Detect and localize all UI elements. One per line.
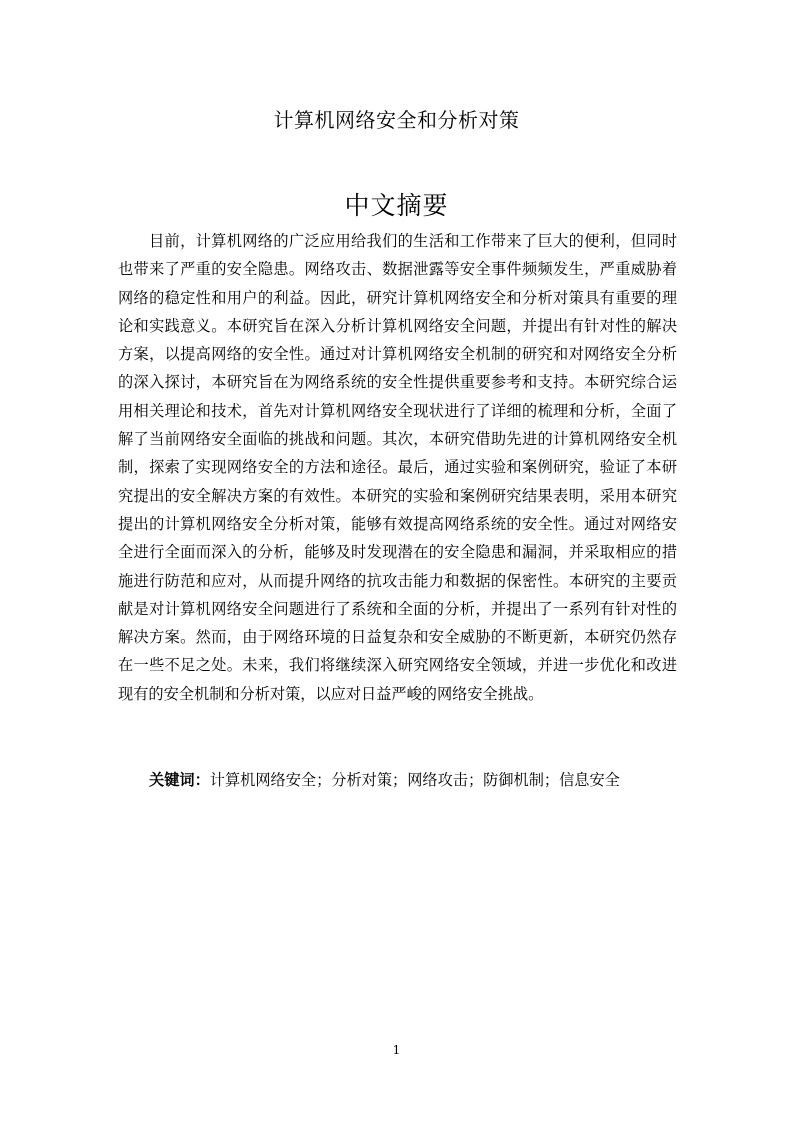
document-title: 计算机网络安全和分析对策 [273, 108, 520, 132]
abstract-paragraph: 目前，计算机网络的广泛应用给我们的生活和工作带来了巨大的便利，但同时也带来了严重的安全隐患。网络攻击、数据泄露等安全事件频频发生，严重威胁着网络的稳定性和用户的利益。因此，研究计算机网络安全和分析对策具有重要的理论和实践意义。本研究旨在深入分析计算机网络安全问题，并提出有针对性的解决方案，以提高网络的安全性。通过对计算机网络安全机制的研究和对网络安全分析的深入探讨，本研究旨在为网络系统的安全性提供重要参考和支持。本研究综合运用相关理论和技术，首先对计算机网络安全现状进行了详细的梳理和分析，全面了解了当前网络安全面临的挑战和问题。其次，本研究借助先进的计算机网络安全机制，探索了实现网络安全的方法和途径。最后，通过实验和案例研究，验证了本研究提出的安全解决方案的有效性。本研究的实验和案例研究结果表明，采用本研究提出的计算机网络安全分析对策，能够有效提高网络系统的安全性。通过对网络安全进行全面而深入的分析，能够及时发现潜在的安全隐患和漏洞，并采取相应的措施进行防范和应对，从而提升网络的抗攻击能力和数据的保密性。本研究的主要贡献是对计算机网络安全问题进行了系统和全面的分析，并提出了一系列有针对性的解决方案。然而，由于网络环境的日益复杂和安全威胁的不断更新，本研究仍然存在一些不足之处。未来，我们将继续深入研究网络安全领域，并进一步优化和改进现有的安全机制和分析对策，以应对日益严峻的网络安全挑战。 [118, 232, 677, 703]
keywords-label: 关键词： [149, 771, 210, 789]
keywords-line [149, 766, 689, 794]
abstract-heading: 中文摘要 [344, 191, 449, 220]
keywords-list: 计算机网络安全；分析对策；网络攻击；防御机制；信息安全 [209, 771, 620, 789]
page-number: 1 [392, 1043, 401, 1057]
